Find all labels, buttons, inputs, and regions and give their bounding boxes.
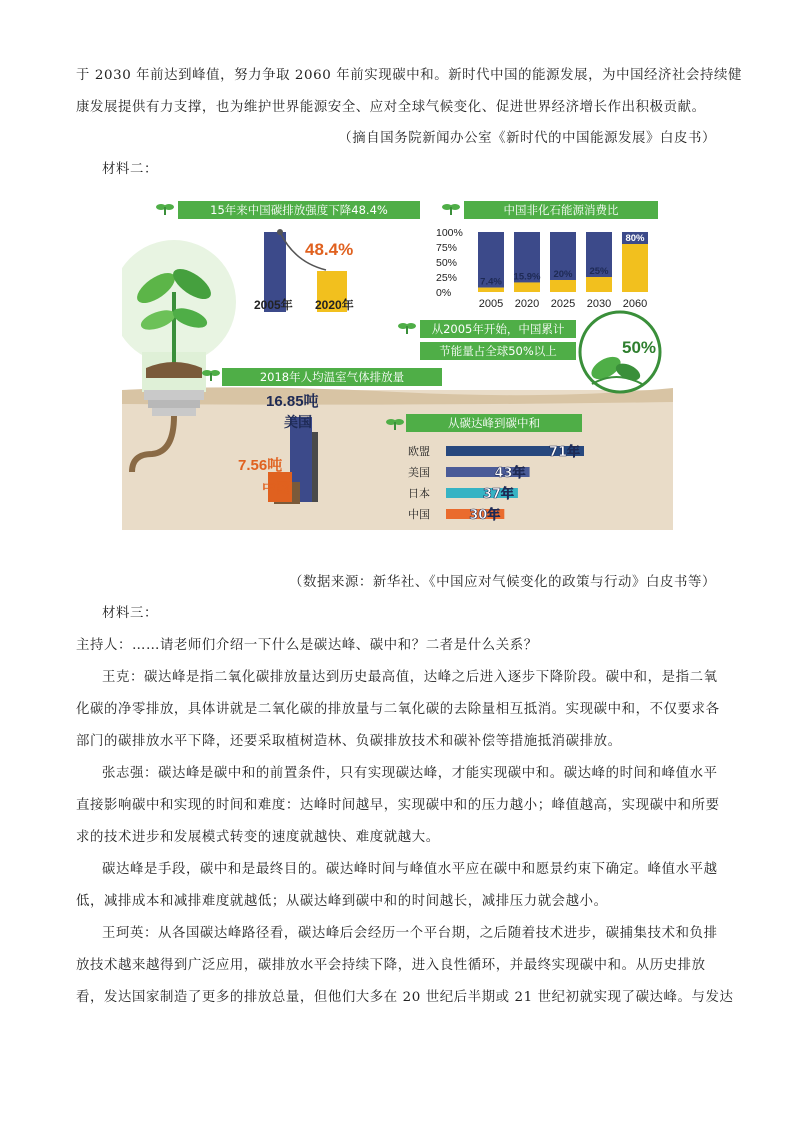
- y-tick-label: 25%: [436, 272, 458, 284]
- intensity-title: 15年来中国碳排放强度下降48.4%: [178, 201, 420, 219]
- energy-saving-line2: 节能量占全球50%以上: [420, 342, 576, 360]
- peak-row-name: 中国: [408, 508, 430, 521]
- paragraph-line: 部门的碳排放水平下降，还要采取植树造林、负碳排放技术和碳补偿等措施抵消碳排放。: [76, 734, 622, 749]
- nonfossil-value-label: 80%: [625, 233, 645, 244]
- per-capita-us-label: 美国: [284, 414, 312, 430]
- nonfossil-value-label: 15.9%: [513, 271, 541, 283]
- paragraph-line: 看，发达国家制造了更多的排放总量，但他们大多在 20 世纪后半期或 21 世纪初就实现了碳达峰。与发达: [76, 990, 734, 1005]
- per-capita-cn-value: 7.56吨: [238, 457, 283, 474]
- sprout-icon: [156, 201, 174, 215]
- per-capita-cn-label: 中国: [262, 480, 290, 496]
- energy-saving-badge: 50%: [622, 338, 657, 357]
- peak-to-neutral-chart: [406, 438, 626, 530]
- y-tick-label: 0%: [436, 287, 452, 299]
- paragraph-line: 低，减排成本和减排难度就越低；从碳达峰到碳中和的时间越长，减排压力就会越小。: [76, 894, 608, 909]
- source-citation: （摘自国务院新闻办公室《新时代的中国能源发展》白皮书）: [338, 131, 716, 146]
- x-tick-label: 2025: [550, 298, 576, 310]
- nonfossil-title: 中国非化石能源消费比: [464, 201, 658, 219]
- x-tick-label: 2005: [478, 298, 504, 310]
- peak-row-name: 日本: [408, 487, 430, 500]
- source-citation: （数据来源：新华社、《中国应对气候变化的政策与行动》白皮书等）: [288, 575, 716, 590]
- peak-bar-label: 30年: [469, 508, 501, 523]
- paragraph-line: 化碳的净零排放，具体讲就是二氧化碳的排放量与二氧化碳的去除量相互抵消。实现碳中和，不仅要求各: [76, 702, 720, 717]
- sprout-icon: [398, 320, 416, 334]
- nonfossil-bar-value: [622, 244, 648, 292]
- paragraph-line: 主持人：……请老师们介绍一下什么是碳达峰、碳中和？二者是什么关系？: [76, 638, 538, 653]
- sprout-icon: [442, 201, 460, 215]
- peak-bar-label: 37年: [482, 487, 514, 502]
- nonfossil-bar-value: [514, 282, 540, 292]
- per-capita-us-value: 16.85吨: [266, 393, 319, 410]
- nonfossil-value-label: 20%: [553, 269, 573, 280]
- section-heading: 材料三：: [102, 606, 158, 621]
- x-tick-label: 2060: [622, 298, 648, 310]
- nonfossil-value-label: 25%: [589, 266, 609, 277]
- per-capita-title: 2018年人均温室气体排放量: [222, 368, 442, 386]
- sprout-icon: [202, 367, 220, 381]
- y-tick-label: 75%: [436, 242, 458, 254]
- x-tick-label: 2020: [514, 298, 540, 310]
- paragraph-line: 直接影响碳中和实现的时间和难度：达峰时间越早，实现碳中和的压力越小；峰值越高，实现碳中和所要: [76, 798, 720, 813]
- y-tick-label: 50%: [436, 257, 458, 269]
- nonfossil-chart: [434, 226, 673, 316]
- y-tick-label: 100%: [436, 227, 463, 239]
- paragraph-line: 王克：碳达峰是指二氧化碳排放量达到历史最高值，达峰之后进入逐步下降阶段。碳中和，是指二氧: [102, 670, 718, 685]
- paragraph-line: 康发展提供有力支撑，也为维护世界能源安全、应对全球气候变化、促进世界经济增长作出积极贡献。: [76, 100, 706, 115]
- paragraph-line: 碳达峰是手段，碳中和是最终目的。碳达峰时间与峰值水平应在碳中和愿景约束下确定。峰值水平越: [102, 862, 718, 877]
- nonfossil-bar-value: [478, 288, 504, 292]
- paragraph-line: 求的技术进步和发展模式转变的速度就越快、难度就越大。: [76, 830, 440, 845]
- intensity-label-2020: 2020年: [315, 298, 354, 312]
- peak-bar-label: 71年: [548, 445, 580, 460]
- peak-row-name: 欧盟: [408, 445, 430, 458]
- peak-row-name: 美国: [408, 466, 430, 479]
- sprout-icon: [386, 416, 404, 430]
- nonfossil-value-label: 7.4%: [480, 276, 502, 288]
- peak-to-neutral-title: 从碳达峰到碳中和: [406, 414, 582, 432]
- nonfossil-bar-value: [586, 277, 612, 292]
- paragraph-line: 于 2030 年前达到峰值，努力争取 2060 年前实现碳中和。新时代中国的能源发展，为中国经济社会持续健: [76, 68, 742, 83]
- intensity-label-2005: 2005年: [254, 298, 293, 312]
- energy-saving-line1: 从2005年开始，中国累计: [420, 320, 576, 338]
- x-tick-label: 2030: [586, 298, 612, 310]
- paragraph-line: 张志强：碳达峰是碳中和的前置条件，只有实现碳达峰，才能实现碳中和。碳达峰的时间和峰值水平: [102, 766, 718, 781]
- nonfossil-bar-value: [550, 280, 576, 292]
- paragraph-line: 王珂英：从各国碳达峰路径看，碳达峰后会经历一个平台期，之后随着技术进步，碳捕集技术和负排: [102, 926, 718, 941]
- section-heading: 材料二：: [102, 162, 158, 177]
- paragraph-line: 放技术越来越得到广泛应用，碳排放水平会持续下降，进入良性循环，并最终实现碳中和。从历史排放: [76, 958, 706, 973]
- lightbulb-plant-icon: [122, 240, 236, 472]
- intensity-percent: 48.4%: [305, 240, 354, 259]
- peak-bar-label: 43年: [494, 466, 526, 481]
- infographic: [122, 192, 673, 530]
